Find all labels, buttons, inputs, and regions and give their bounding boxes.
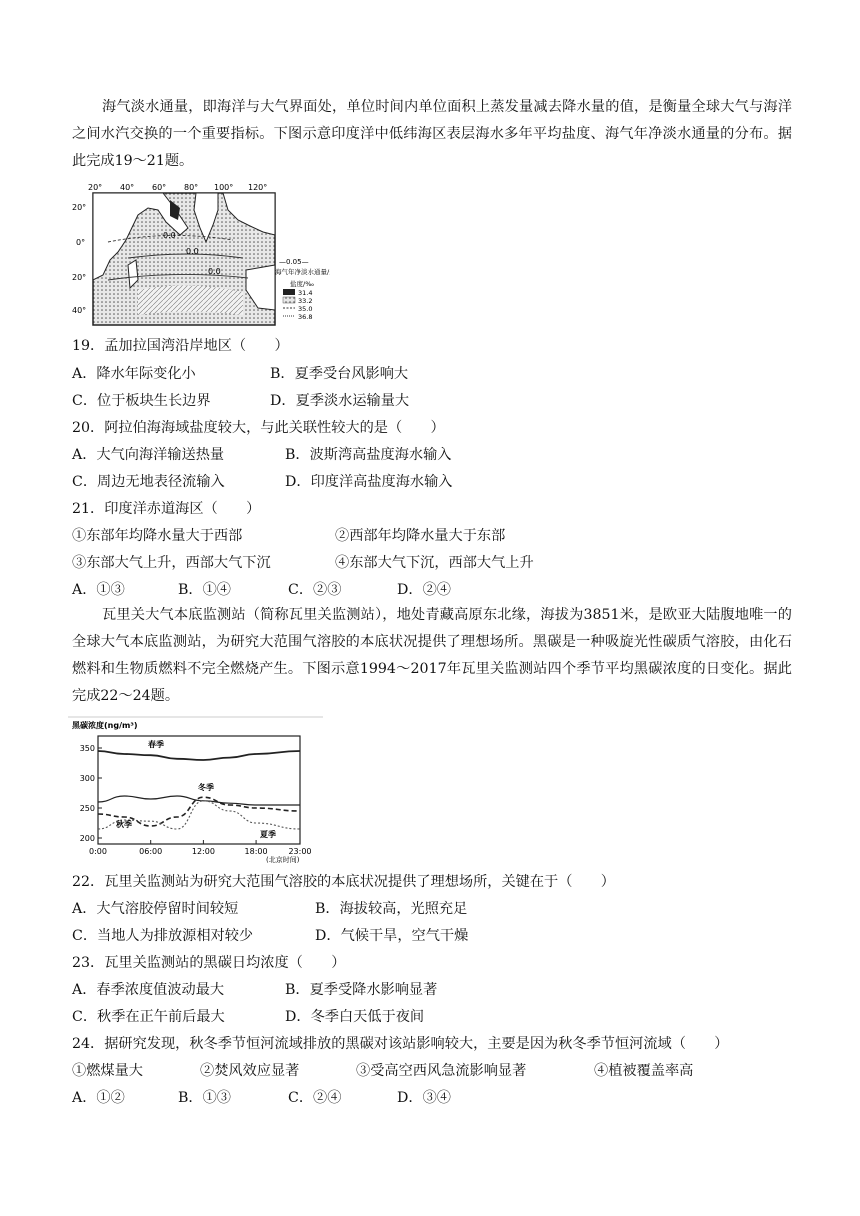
- y-tick-label: 350: [79, 744, 95, 753]
- lon-label: 20°: [88, 183, 103, 192]
- lat-label: 40°: [72, 306, 87, 315]
- x-tick-label: 12:00: [191, 847, 215, 856]
- y-tick-label: 300: [79, 774, 95, 783]
- series-label: 冬季: [198, 783, 214, 792]
- question-19-stem: 19．孟加拉国湾沿岸地区（ ）: [72, 338, 289, 354]
- q21-option-a[interactable]: A．①③: [72, 582, 125, 598]
- legend-swatch: [283, 289, 295, 295]
- lon-label: 60°: [152, 183, 167, 192]
- y-tick-label: 250: [79, 804, 95, 813]
- chart-xlabel: (北京时间): [266, 856, 300, 864]
- q24-statement-2: ②焚风效应显著: [200, 1063, 300, 1079]
- lon-label: 100°: [214, 183, 234, 192]
- q24-option-c[interactable]: C．②④: [288, 1090, 342, 1106]
- indian-ocean-map: [68, 180, 330, 328]
- question-24-stem: 24．据研究发现，秋冬季节恒河流域排放的黑碳对该站影响较大，主要是因为秋冬季节恒河流域（ ）: [72, 1036, 729, 1052]
- q24-statement-4: ④植被覆盖率高: [594, 1063, 694, 1079]
- series-label: 秋季: [116, 820, 132, 829]
- subtropical-salinity-zone: [138, 285, 243, 315]
- lat-label: 20°: [72, 273, 87, 282]
- contour-label-2: 0.0: [186, 247, 199, 256]
- intro-paragraph-2: 瓦里关大气本底监测站（简称瓦里关监测站），地处青藏高原东北缘，海拔为3851米，是欧亚大陆腹地唯一的全球大气本底监测站，为研究大范围气溶胶的本底状况提供了理想场所。黑碳是一种吸旋光性碳质气溶胶，由化石燃料和生物质燃料不完全燃烧产生。下图示意1994～2017年瓦里关监测站四个季节平均黑碳浓度的日变化。据此完成22～24题。: [72, 607, 792, 704]
- lat-label: 0°: [76, 238, 86, 247]
- lon-label: 40°: [120, 183, 135, 192]
- contour-label-3: 0.0: [208, 267, 221, 276]
- q21-option-d[interactable]: D．②④: [397, 582, 451, 598]
- q24-option-a[interactable]: A．①②: [72, 1090, 125, 1106]
- q21-statement-2: ②西部年均降水量大于东部: [335, 528, 506, 544]
- q21-option-c[interactable]: C．②③: [288, 582, 342, 598]
- series-label: 春季: [148, 740, 164, 750]
- question-23-stem: 23．瓦里关监测站的黑碳日均浓度（ ）: [72, 955, 346, 971]
- q24-option-b[interactable]: B．①③: [178, 1090, 231, 1106]
- q23-option-a[interactable]: A．春季浓度值波动最大: [72, 982, 225, 998]
- question-22-stem: 22．瓦里关监测站为研究大范围气溶胶的本底状况提供了理想场所，关键在于（ ）: [72, 874, 615, 890]
- x-tick-label: 06:00: [139, 847, 163, 856]
- series-label: 夏季: [260, 830, 276, 839]
- q23-option-c[interactable]: C．秋季在正午前后最大: [72, 1009, 225, 1025]
- legend-line-value: —0.05—: [279, 258, 309, 266]
- legend-level: 36.8: [298, 313, 313, 321]
- q21-statement-4: ④东部大气下沉，西部大气上升: [335, 555, 534, 571]
- contour-label-1: 0.0: [163, 231, 176, 240]
- q20-option-b[interactable]: B．波斯湾高盐度海水输入: [285, 447, 452, 463]
- q19-option-a[interactable]: A．降水年际变化小: [72, 366, 196, 382]
- series-line: [98, 751, 300, 760]
- lon-label: 120°: [248, 183, 268, 192]
- x-tick-label: 0:00: [89, 847, 107, 856]
- x-tick-label: 18:00: [244, 847, 268, 856]
- legend-line-caption: 海气年净淡水通量/米: [275, 268, 330, 276]
- legend-level: 33.2: [298, 297, 313, 305]
- x-tick-label: 23:00: [288, 847, 312, 856]
- legend-level: 35.0: [298, 305, 313, 313]
- q22-option-b[interactable]: B．海拔较高，光照充足: [315, 901, 468, 917]
- q24-statement-3: ③受高空西风急流影响显著: [356, 1063, 527, 1079]
- q20-option-a[interactable]: A．大气向海洋输送热量: [72, 447, 225, 463]
- legend-salinity-title: 盐度/‰: [290, 280, 314, 288]
- q19-option-d[interactable]: D．夏季淡水运输量大: [270, 393, 410, 409]
- q20-option-c[interactable]: C．周边无地表径流输入: [72, 474, 225, 490]
- q23-option-b[interactable]: B．夏季受降水影响显著: [285, 982, 438, 998]
- q24-option-d[interactable]: D．③④: [397, 1090, 451, 1106]
- q21-statement-1: ①东部年均降水量大于西部: [72, 528, 243, 544]
- q22-option-c[interactable]: C．当地人为排放源相对较少: [72, 928, 254, 944]
- lat-label: 20°: [72, 203, 87, 212]
- legend-level: 31.4: [298, 289, 313, 297]
- lon-label: 80°: [184, 183, 199, 192]
- q22-option-d[interactable]: D．气候干旱，空气干燥: [315, 928, 469, 944]
- q19-option-c[interactable]: C．位于板块生长边界: [72, 393, 211, 409]
- q23-option-d[interactable]: D．冬季白天低于夜间: [285, 1009, 425, 1025]
- question-21-stem: 21．印度洋赤道海区（ ）: [72, 501, 261, 517]
- q22-option-a[interactable]: A．大气溶胶停留时间较短: [72, 901, 239, 917]
- legend-swatch: [283, 297, 295, 303]
- q20-option-d[interactable]: D．印度洋高盐度海水输入: [285, 474, 453, 490]
- intro-paragraph-1: 海气淡水通量，即海洋与大气界面处，单位时间内单位面积上蒸发量减去降水量的值，是衡量全球大气与海洋之间水汽交换的一个重要指标。下图示意印度洋中低纬海区表层海水多年平均盐度、海气年净淡水通量的分布。据此完成19～21题。: [72, 99, 792, 169]
- q19-option-b[interactable]: B．夏季受台风影响大: [270, 366, 409, 382]
- black-carbon-chart: [68, 716, 326, 864]
- y-tick-label: 200: [79, 834, 95, 843]
- q24-statement-1: ①燃煤量大: [72, 1063, 143, 1079]
- q21-statement-3: ③东部大气上升，西部大气下沉: [72, 555, 271, 571]
- chart-ylabel: 黑碳浓度(ng/m³): [72, 721, 138, 730]
- question-20-stem: 20．阿拉伯海海域盐度较大，与此关联性较大的是（ ）: [72, 420, 445, 436]
- q21-option-b[interactable]: B．①④: [178, 582, 231, 598]
